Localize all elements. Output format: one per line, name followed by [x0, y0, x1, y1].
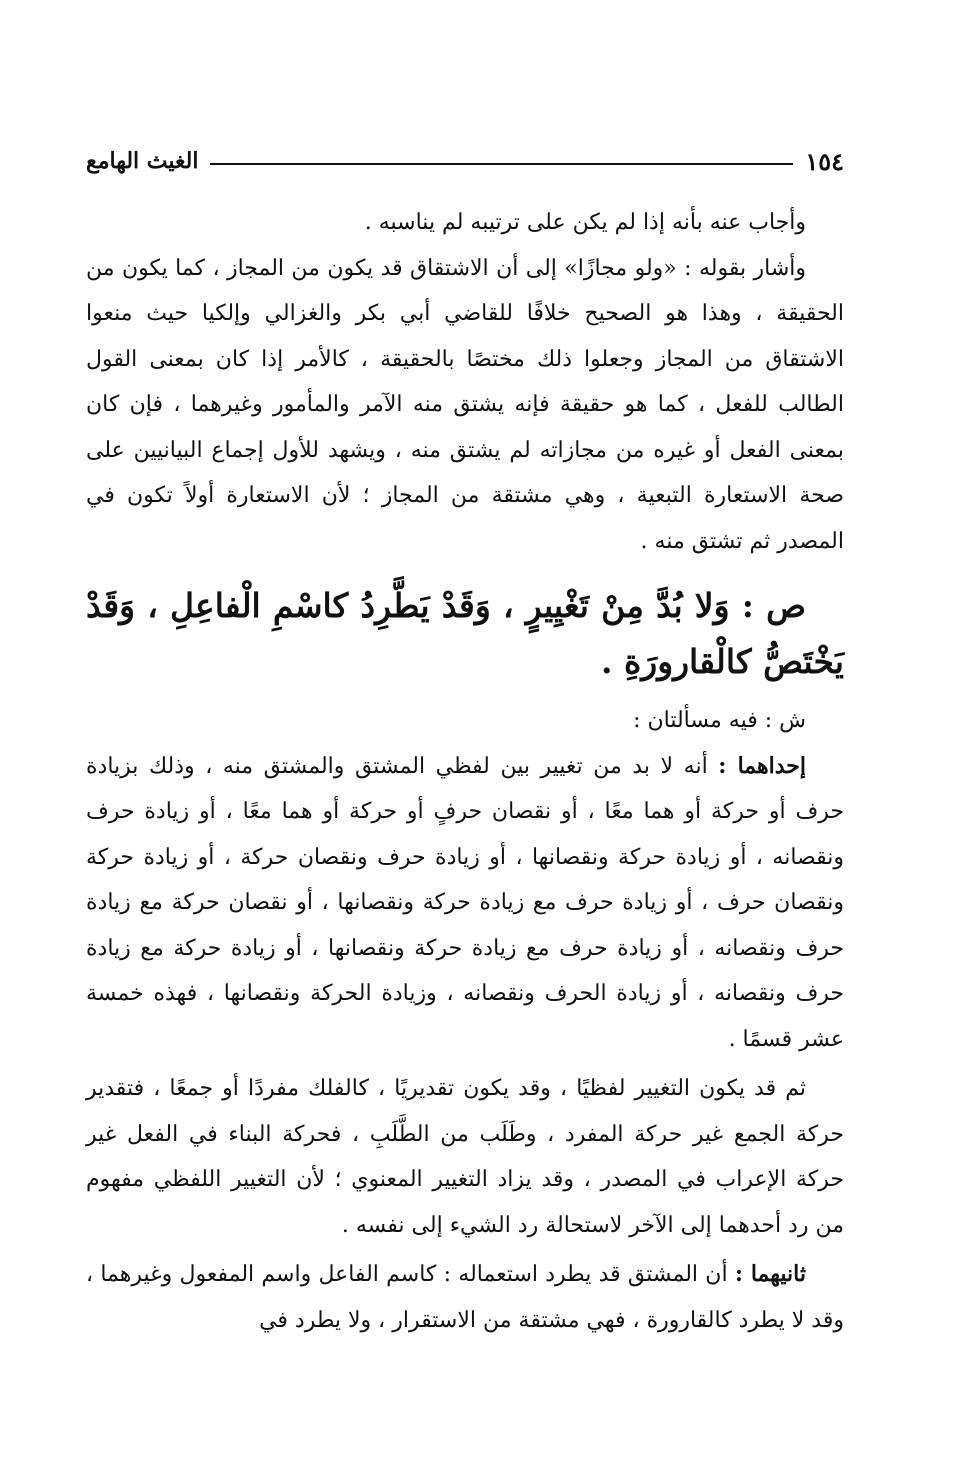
first-issue-text: أنه لا بد من تغيير بين لفظي المشتق والمشتق منه ، وذلك بزيادة حرف أو حركة أو هما معًا ، أو نقصان حرفٍ أو حركة أو هما معًا ، أو زيادة حرف ونقصانه ، أو زيادة حركة ونقصانها ، أو زيادة حرف ونقصان حركة ، أو زيادة حركة ونقصان حرف ، أو زيادة حرف مع زيادة حركة ونقصانها ، أو نقصان حركة مع زيادة حرف ونقصانه ، أو زيادة حرف مع زيادة حركة ونقصانها ، أو زيادة حركة مع زيادة حرف ونقصانه ، أو زيادة الحرف ونقصانه ، وزيادة الحركة ونقصانها ، فهذه خمسة عشر قسمًا . — [86, 753, 844, 1052]
matn-text: ص : وَلا بُدَّ مِنْ تَغْيِيرٍ ، وَقَدْ يَطَّرِدُ كاسْمِ الْفاعِلِ ، وَقَدْ يَخْتَصُّ كالْقارورَةِ . — [86, 586, 844, 681]
first-issue-lead: إحداهما : — [718, 752, 806, 779]
header-rule — [210, 163, 793, 165]
running-header — [86, 146, 844, 176]
paragraph-majaz: وأشار بقوله : «ولو مجازًا» إلى أن الاشتقاق قد يكون من المجاز ، كما يكون من الحقيقة ، وهذا هو الصحيح خلافًا للقاضي أبي بكر والغزالي وإلكيا حيث منعوا الاشتقاق من المجاز وجعلوا ذلك مختصًا بالحقيقة ، كالأمر إذا كان بمعنى القول الطالب للفعل ، كما هو حقيقة فإنه يشتق منه الآمر والمأمور وغيرهما ، فإن كان بمعنى الفعل أو غيره من مجازاته لم يشتق منه ، ويشهد للأول إجماع البيانيين على صحة الاستعارة التبعية ، وهي مشتقة من المجاز ؛ لأن الاستعارة أولاً تكون في المصدر ثم تشتق منه . — [86, 255, 844, 554]
first-issue — [86, 744, 844, 1063]
second-issue-text: أن المشتق قد يطرد استعماله : كاسم الفاعل واسم المفعول وغيرهما ، وقد لا يطرد كالقارورة ، فهي مشتقة من الاستقرار ، ولا يطرد في — [86, 1262, 844, 1333]
page-number: ١٥٤ — [805, 146, 844, 176]
paragraph-taghyir: ثم قد يكون التغيير لفظيًا ، وقد يكون تقديريًا ، كالفلك مفردًا أو جمعًا ، فتقدير حركة الجمع غير حركة المفرد ، وطَلَب من الطَّلَبِ ، فحركة البناء في الفعل غير حركة الإعراب في المصدر ، وقد يزاد التغيير المعنوي ؛ لأن التغيير اللفظي مفهوم من رد أحدهما إلى الآخر لاستحالة رد الشيء إلى نفسه . — [86, 1076, 844, 1238]
book-title: الغيث الهامع — [86, 148, 199, 174]
second-issue — [86, 1252, 844, 1343]
paragraph-reply: وأجاب عنه بأنه إذا لم يكن على ترتيبه لم يناسبه . — [364, 210, 806, 235]
sharh-intro: ش : فيه مسألتان : — [633, 708, 806, 733]
second-issue-lead: ثانيهما : — [734, 1261, 806, 1287]
page-body — [86, 200, 844, 1343]
